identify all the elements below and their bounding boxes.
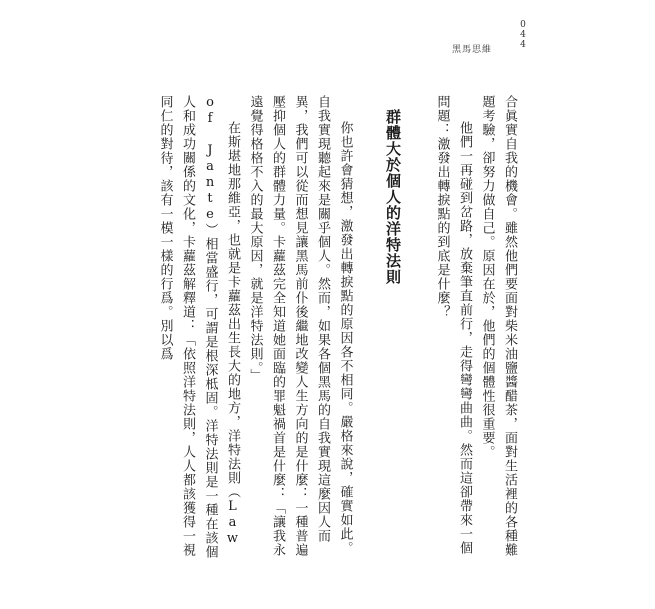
running-header-title: 黑馬思維: [452, 45, 493, 55]
paragraph-3: 你也許會猜想，激發出轉捩點的原因各不相同。嚴格來說，確實如此。自我實現聽起來是關乎個人。然而，如果各個黑馬的自我實現這麼因人而異，我們可以從而想見讓黑馬前仆後繼地改變人生方向的是什麼：一種普遍壓抑個人的群體力量。卡蘿茲完全知道她面臨的罪魁禍首是什麼：「讓我永遠覺得格格不入的最大原因，就是洋特法則。」: [247, 95, 353, 557]
paragraph-1: 合眞實自我的機會。雖然他們要面對柴米油鹽醬醋茶，面對生活裡的各種難題考驗，卻努力做自己。原因在於，他們的個體性很重要。: [479, 95, 517, 557]
paragraph-4: 在斯堪地那維亞，也就是卡蘿茲出生長大的地方，洋特法則（Law of Jante）相當盛行，可謂是根深柢固。洋特法則是一種在該個人和成功關係的文化，卡蘿茲解釋道：「依照洋特法則，人人都該獲得一視同仁的對待，該有一模一樣的行爲。別以爲: [157, 95, 240, 559]
section-heading: 群體大於個人的洋特法則: [384, 109, 402, 285]
paragraph-2: 他們一再碰到岔路，放棄筆直前行，走得彎彎曲曲。然而這卻帶來一個問題：激發出轉捩點的到底是什麼？: [434, 95, 472, 555]
page-number: 044: [518, 20, 528, 50]
vertical-body-text: [153, 95, 520, 565]
